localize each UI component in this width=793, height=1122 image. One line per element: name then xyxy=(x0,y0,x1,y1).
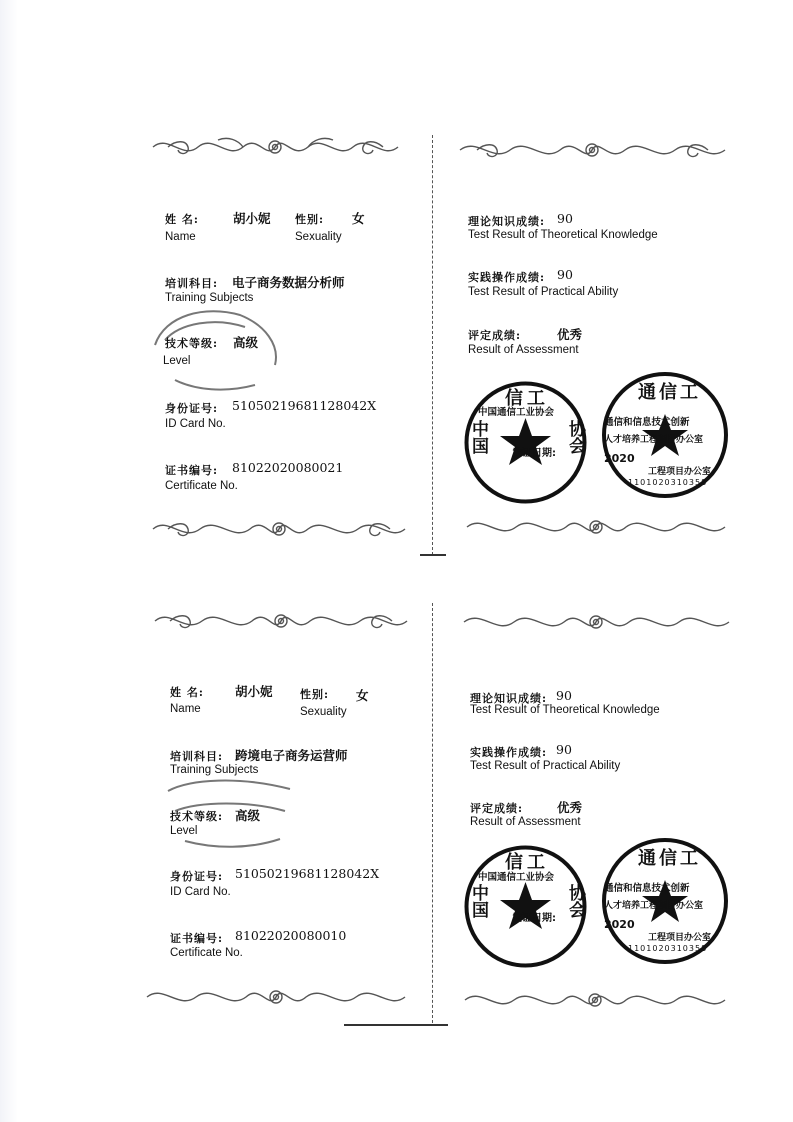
seal2-line2: 人才培养工程项目办公室 xyxy=(604,435,704,445)
seal1-inner-text: 中国通信工业协会 xyxy=(478,872,555,883)
seal2-number: 1101020310358 xyxy=(628,478,708,487)
subject-value: 跨境电子商务运营师 xyxy=(235,748,348,763)
name-value: 胡小妮 xyxy=(233,211,271,226)
practical-label: 实践操作成绩: xyxy=(470,746,548,759)
id-value: 51050219681128042X xyxy=(232,398,377,413)
seal2-number: 1101020310358 xyxy=(628,944,708,953)
seal2-line1: 通信和信息技术创新 xyxy=(604,883,690,894)
scroll-ornament-icon xyxy=(148,132,403,162)
theory-label: 理论知识成绩: xyxy=(468,215,546,228)
assess-label: 评定成绩: xyxy=(470,802,524,815)
cert-en: Certificate No. xyxy=(170,947,243,959)
practical-en: Test Result of Practical Ability xyxy=(470,760,621,772)
assess-en: Result of Assessment xyxy=(470,816,581,828)
scroll-ornament-icon xyxy=(459,607,734,637)
scroll-ornament-icon xyxy=(150,606,412,636)
cert-value: 81022020080010 xyxy=(235,928,347,943)
fold-line xyxy=(432,135,433,555)
certificate-spread-2 xyxy=(0,561,793,1122)
seal2-top-text: 通信工 xyxy=(638,382,701,403)
issue-label: 发证日期: xyxy=(512,913,556,924)
seal1-top-text: 信工 xyxy=(505,388,549,409)
seal2-line3: 工程项目办公室 xyxy=(648,467,712,477)
level-value: 高级 xyxy=(235,808,261,823)
id-en: ID Card No. xyxy=(165,418,226,430)
practical-en: Test Result of Practical Ability xyxy=(468,286,619,298)
id-label: 身份证号: xyxy=(165,402,219,415)
level-label: 技术等级: xyxy=(165,337,219,350)
cert-label: 证书编号: xyxy=(170,932,224,945)
scroll-ornament-icon xyxy=(455,135,730,165)
id-label: 身份证号: xyxy=(170,870,224,883)
id-value: 51050219681128042X xyxy=(235,866,380,881)
practical-value: 90 xyxy=(557,267,573,282)
theory-label: 理论知识成绩: xyxy=(470,692,548,705)
name-label: 姓 名: xyxy=(165,213,199,226)
theory-value: 90 xyxy=(557,211,573,226)
cert-en: Certificate No. xyxy=(165,480,238,492)
seal2-line2: 人才培养工程项目办公室 xyxy=(604,901,704,911)
sex-label: 性别: xyxy=(295,213,325,226)
theory-en: Test Result of Theoretical Knowledge xyxy=(470,704,660,716)
id-en: ID Card No. xyxy=(170,886,231,898)
scroll-ornament-icon xyxy=(148,514,410,544)
seal1-left-text: 中国 xyxy=(468,420,488,454)
partial-stamp-icon xyxy=(145,305,285,400)
bottom-rule xyxy=(420,554,446,556)
subject-en: Training Subjects xyxy=(165,292,254,304)
assess-value: 优秀 xyxy=(557,327,583,342)
assess-label: 评定成绩: xyxy=(468,329,522,342)
sex-en: Sexuality xyxy=(300,706,347,718)
subject-label: 培训科目: xyxy=(170,750,224,763)
seal1-right-text: 协会 xyxy=(565,420,585,454)
sex-value: 女 xyxy=(356,688,369,703)
level-label: 技术等级: xyxy=(170,810,224,823)
seal2-line3: 工程项目办公室 xyxy=(648,933,712,943)
name-en: Name xyxy=(170,703,201,715)
scroll-ornament-icon xyxy=(142,982,410,1012)
practical-value: 90 xyxy=(556,742,572,757)
sex-value: 女 xyxy=(352,211,365,226)
sex-en: Sexuality xyxy=(295,231,342,243)
name-label: 姓 名: xyxy=(170,686,204,699)
issue-year: 2020 xyxy=(604,918,635,931)
name-en: Name xyxy=(165,231,196,243)
assess-value: 优秀 xyxy=(557,800,583,815)
cert-label: 证书编号: xyxy=(165,464,219,477)
seal1-left-text: 中国 xyxy=(468,884,488,918)
seal1-inner-text: 中国通信工业协会 xyxy=(478,407,555,418)
assess-en: Result of Assessment xyxy=(468,344,579,356)
issue-year: 2020 xyxy=(604,452,635,465)
seal2-top-text: 通信工 xyxy=(638,848,701,869)
subject-en: Training Subjects xyxy=(170,764,259,776)
theory-value: 90 xyxy=(556,688,572,703)
subject-value: 电子商务数据分析师 xyxy=(232,275,345,290)
theory-en: Test Result of Theoretical Knowledge xyxy=(468,229,658,241)
name-value: 胡小妮 xyxy=(235,684,273,699)
cert-value: 81022020080021 xyxy=(232,460,344,475)
practical-label: 实践操作成绩: xyxy=(468,271,546,284)
scroll-ornament-icon xyxy=(462,512,730,542)
sex-label: 性别: xyxy=(300,688,330,701)
bottom-rule xyxy=(344,1024,448,1026)
scroll-ornament-icon xyxy=(460,985,730,1015)
seal1-top-text: 信工 xyxy=(505,852,549,873)
level-en: Level xyxy=(163,355,191,367)
subject-label: 培训科目: xyxy=(165,277,219,290)
fold-line xyxy=(432,603,433,1023)
issue-label: 发证日期: xyxy=(512,448,556,459)
level-value: 高级 xyxy=(233,335,259,350)
seal1-right-text: 协会 xyxy=(565,884,585,918)
level-en: Level xyxy=(170,825,198,837)
seal2-line1: 通信和信息技术创新 xyxy=(604,417,690,428)
